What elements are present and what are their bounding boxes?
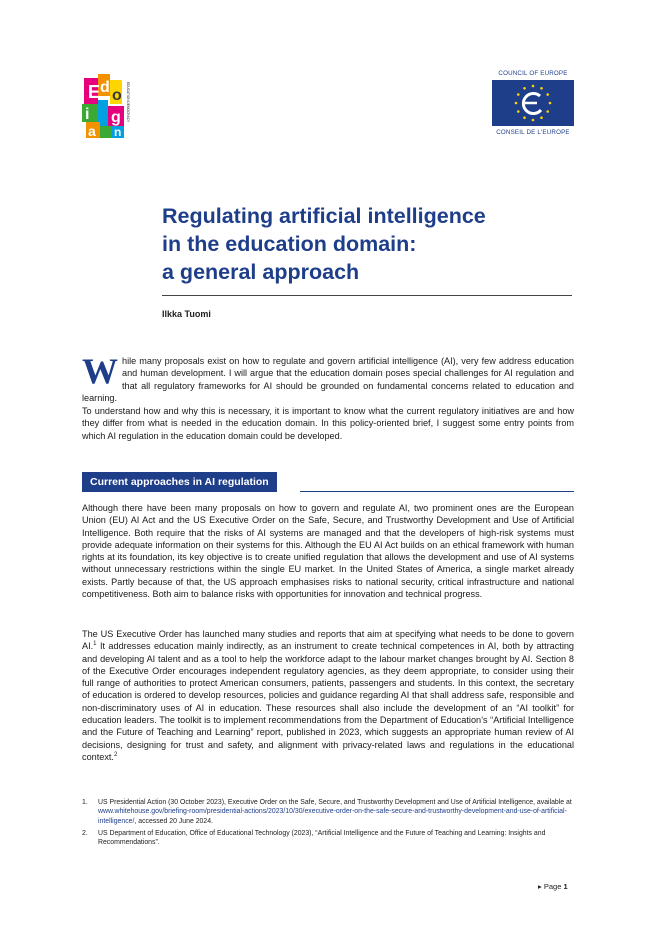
svg-text:EDUCATION DEMOCRACY: EDUCATION DEMOCRACY [126, 82, 130, 123]
svg-text:a: a [88, 123, 96, 139]
footnote-2-text: US Department of Education, Office of Educational Technology (2023), “Artificial Intelligence and the Future of Teaching and Learning: Insights and Recommendations”. [98, 830, 546, 847]
footnote-1 [82, 798, 574, 826]
education-democracy-logo [82, 74, 134, 140]
footnote-1-number: 1. [82, 799, 88, 806]
org-name-en: COUNCIL OF EUROPE [498, 70, 568, 77]
title-line-1: Regulating artificial intelligence [162, 204, 486, 228]
svg-text:E: E [88, 82, 101, 102]
svg-text:i: i [85, 106, 90, 123]
org-name-fr: CONSEIL DE L'EUROPE [496, 129, 570, 136]
intro-paragraph-1-text: hile many proposals exist on how to regulate and govern artificial intelligence (AI), very few address education and human development. I will argue that the education domain poses special challenges for AI regulation and that all regulatory frameworks for AI should be grounded on fundamental concerns related to education and learning. [82, 356, 574, 403]
page-marker-icon: ▸ [538, 882, 542, 891]
document-title [162, 202, 582, 286]
section-heading-rule [300, 491, 574, 492]
drop-cap: W [82, 351, 118, 391]
footnote-1-text: US Presidential Action (30 October 2023), Executive Order on the Safe, Secure, and Trustworthy Development and Use of Artificial Intelligence, available at [98, 799, 572, 806]
footnote-2-number: 2. [82, 830, 88, 837]
footnote-2 [82, 829, 574, 848]
footnote-ref-1[interactable]: 1 [93, 641, 97, 648]
title-line-2: in the education domain: [162, 232, 417, 256]
intro-paragraph-1 [82, 351, 574, 404]
footnote-ref-2[interactable]: 2 [113, 751, 118, 758]
body-paragraph-2-part-a: The US Executive Order has launched many studies and reports that aim at specifying what needs to be done to govern AI. [82, 629, 574, 652]
intro-paragraph-2: To understand how and why this is necessary, it is important to know what the current regulatory initiatives are and how they differ from what is needed in the education domain. In this policy-oriented brief, I suggest some entry points from which AI regulation in the education domain could be developed. [82, 406, 574, 441]
author-name: Ilkka Tuomi [162, 309, 211, 319]
svg-text:d: d [100, 79, 110, 96]
page-label: Page [543, 882, 562, 891]
coe-emblem [492, 80, 574, 126]
council-of-europe-logo [492, 70, 574, 136]
svg-text:g: g [111, 109, 121, 126]
body-paragraph-2 [82, 628, 574, 763]
page-number [538, 882, 568, 891]
svg-text:n: n [114, 125, 122, 139]
title-divider [162, 295, 572, 296]
footnote-1-text-end: , accessed 20 June 2024. [134, 817, 213, 825]
page-number-value: 1 [563, 882, 568, 891]
title-line-3: a general approach [162, 260, 360, 284]
svg-text:o: o [112, 87, 122, 104]
body-paragraph-2-part-b: It addresses education mainly indirectly, as an instrument to create technical competences in AI, both by attracting and developing AI talent and as a tool to help the workforce adapt to the labour market changes brought by AI. Section 8 of the Executive Order encourages independent regulatory agencies, as they deem appropriate, to consider using their full range of authorities to protect American consumers, patients, passengers and students. In this context, the secretary of education is ordered to develop resources, policies and guidance regarding AI that shall address safe, responsible and non-discriminatory uses of AI in education. These resources shall also include the development of an “AI toolkit” for education leaders. The toolkit is to implement recommendations from the Department of Education’s “Artificial Intelligence and the Future of Teaching and Learning” report, published in 2023, which suggests an appropriate human review of AI decisions, designing for trust and safety, and alignment with privacy-related laws and regulations in the educational context. [82, 641, 574, 762]
footnote-1-link[interactable]: www.whitehouse.gov/briefing-room/presidential-actions/2023/10/30/executive-order-on-the-safe-secure-and-trustworthy-development-and-use-of-artificial-intelligence/ [98, 808, 567, 825]
body-paragraph-1: Although there have been many proposals on how to govern and regulate AI, two prominent ones are the European Union (EU) AI Act and the US Executive Order on the Safe, Secure, and Trustworthy Development and Use of Artificial Intelligence. Both require that the risks of AI systems are managed and that the developers of high-risk systems must provide adequate information on their systems for this. Although the EU AI Act builds on an ethical framework with human rights at its foundation, its key objective is to create unified regulation that allows the development and use of AI systems without unnecessary restrictions within the single EU market. In the United States of America, a single market already exists. Partly because of that, the US approach emphasises risks to national security, critical infrastructure and national competitiveness. Both aim to balance risks with opportunities for innovation and technical progress. [82, 503, 574, 600]
section-heading: Current approaches in AI regulation [82, 472, 277, 492]
